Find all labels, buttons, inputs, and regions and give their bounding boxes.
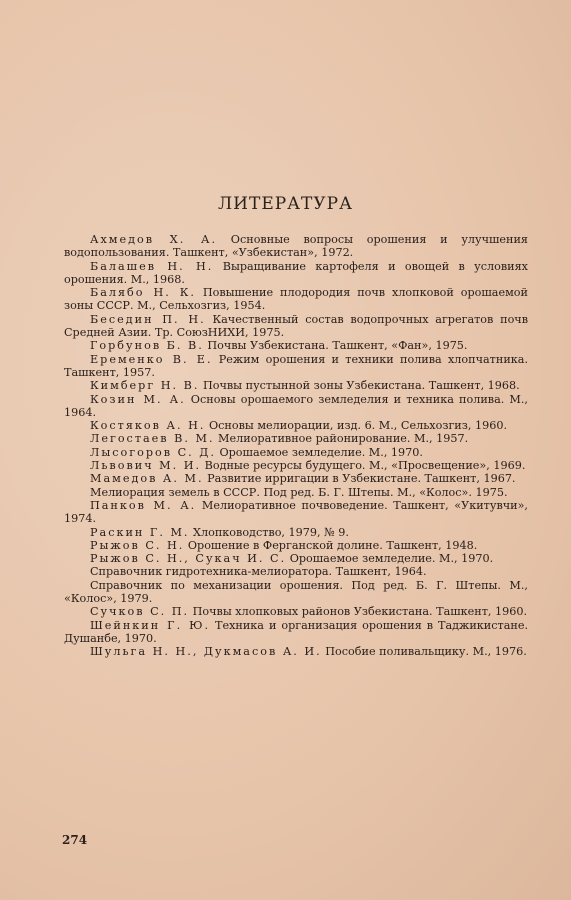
reference-text: Орошение в Ферганской долине. Ташкент, 1948. xyxy=(184,538,478,552)
reference-entry xyxy=(64,339,528,352)
reference-text: Развитие ирригации в Узбекистане. Ташкент, 1967. xyxy=(203,472,516,486)
reference-entry xyxy=(64,432,528,445)
reference-author: Балябо Н. К. xyxy=(90,286,196,300)
reference-author: Кимберг Н. В. xyxy=(90,379,200,393)
reference-text: Почвы Узбекистана. Ташкент, «Фан», 1975. xyxy=(203,339,468,353)
reference-entry xyxy=(64,539,528,552)
reference-author: Козин М. А. xyxy=(90,392,186,406)
reference-entry xyxy=(64,645,528,658)
reference-text: Техника и организация орошения в Таджикистане. Душанбе, 1970. xyxy=(64,618,528,645)
reference-text: Режим орошения и техники полива хлопчатника. Ташкент, 1957. xyxy=(64,352,528,379)
reference-entry xyxy=(64,393,528,420)
reference-text: Мелиоративное почвоведение. Ташкент, «Укитувчи», 1974. xyxy=(64,498,528,526)
reference-text: Мелиорация земель в СССР. Под ред. Б. Г. Штепы. М., «Колос». 1975. xyxy=(90,485,508,499)
reference-author: Мамедов А. М. xyxy=(90,472,204,486)
reference-author: Львович М. И. xyxy=(90,459,202,473)
reference-author: Раскин Г. М. xyxy=(90,525,190,539)
page-title: ЛИТЕРАТУРА xyxy=(217,194,353,214)
reference-author: Ахмедов Х. А. xyxy=(90,233,218,246)
reference-text: Хлопководство, 1979, № 9. xyxy=(189,525,349,539)
reference-entry xyxy=(64,499,528,526)
reference-author: Панков М. А. xyxy=(90,498,197,512)
reference-text: Справочник гидротехника-мелиоратора. Ташкент, 1964. xyxy=(90,565,427,579)
reference-author: Балашев Н. Н. xyxy=(90,259,214,273)
reference-author: Горбунов Б. В. xyxy=(90,339,204,353)
reference-entry xyxy=(64,565,528,578)
reference-text: Орошаемое земледелие. М., 1970. xyxy=(215,445,423,459)
reference-author: Еременко В. Е. xyxy=(90,352,213,366)
reference-author: Рыжов С. Н. xyxy=(90,538,185,552)
reference-author: Шульга Н. Н., Дукмасов А. И. xyxy=(90,645,322,659)
reference-entry xyxy=(64,260,528,287)
reference-entry xyxy=(64,472,528,485)
reference-entry xyxy=(64,552,528,565)
reference-text: Орошаемое земледелие. М., 1970. xyxy=(286,552,494,566)
reference-text: Мелиоративное районирование. М., 1957. xyxy=(214,432,469,446)
reference-text: Почвы хлопковых районов Узбекистана. Ташкент, 1960. xyxy=(189,605,528,619)
reference-list xyxy=(64,233,528,659)
reference-entry xyxy=(64,379,528,392)
reference-text: Основы орошаемого земледелия и техника полива. М., 1964. xyxy=(64,392,528,419)
reference-author: Легостаев В. М. xyxy=(90,432,215,446)
reference-author: Костяков А. Н. xyxy=(90,419,206,433)
reference-text: Водные ресурсы будущего. М., «Просвещение», 1969. xyxy=(201,459,526,473)
reference-text: Выращивание картофеля и овощей в условиях орошения. М., 1968. xyxy=(64,259,528,286)
reference-entry xyxy=(64,579,528,606)
reference-text: Почвы пустынной зоны Узбекистана. Ташкент, 1968. xyxy=(199,379,520,393)
page-number: 274 xyxy=(62,833,88,847)
reference-text: Справочник по механизации орошения. Под ред. Б. Г. Штепы. М., «Колос», 1979. xyxy=(64,578,528,606)
reference-entry xyxy=(64,619,528,646)
reference-entry xyxy=(64,286,528,313)
reference-entry xyxy=(64,419,528,432)
reference-text: Основы мелиорации, изд. 6. М., Сельхозгиз, 1960. xyxy=(205,419,508,433)
reference-author: Шейнкин Г. Ю. xyxy=(90,618,211,632)
reference-entry xyxy=(64,605,528,618)
reference-entry xyxy=(64,486,528,499)
reference-entry xyxy=(64,459,528,472)
reference-entry xyxy=(64,446,528,459)
reference-text: Повышение плодородия почв хлопковой орошаемой зоны СССР. М., Сельхозгиз, 1954. xyxy=(64,286,528,313)
reference-author: Рыжов С. Н., Сукач И. С. xyxy=(90,552,287,566)
reference-text: Качественный состав водопрочных агрегатов почв Средней Азии. Тр. СоюзНИХИ, 1975. xyxy=(64,312,528,340)
reference-entry xyxy=(64,233,528,260)
reference-entry xyxy=(64,526,528,539)
reference-entry xyxy=(64,313,528,340)
reference-entry xyxy=(64,353,528,380)
reference-author: Сучков С. П. xyxy=(90,605,190,619)
reference-author: Лысогоров С. Д. xyxy=(90,445,216,459)
reference-text: Пособие поливальщику. М., 1976. xyxy=(321,645,527,659)
reference-author: Беседин П. Н. xyxy=(90,312,206,326)
reference-text: Основные вопросы орошения и улучшения водопользования. Ташкент, «Узбекистан», 1972. xyxy=(64,233,528,260)
